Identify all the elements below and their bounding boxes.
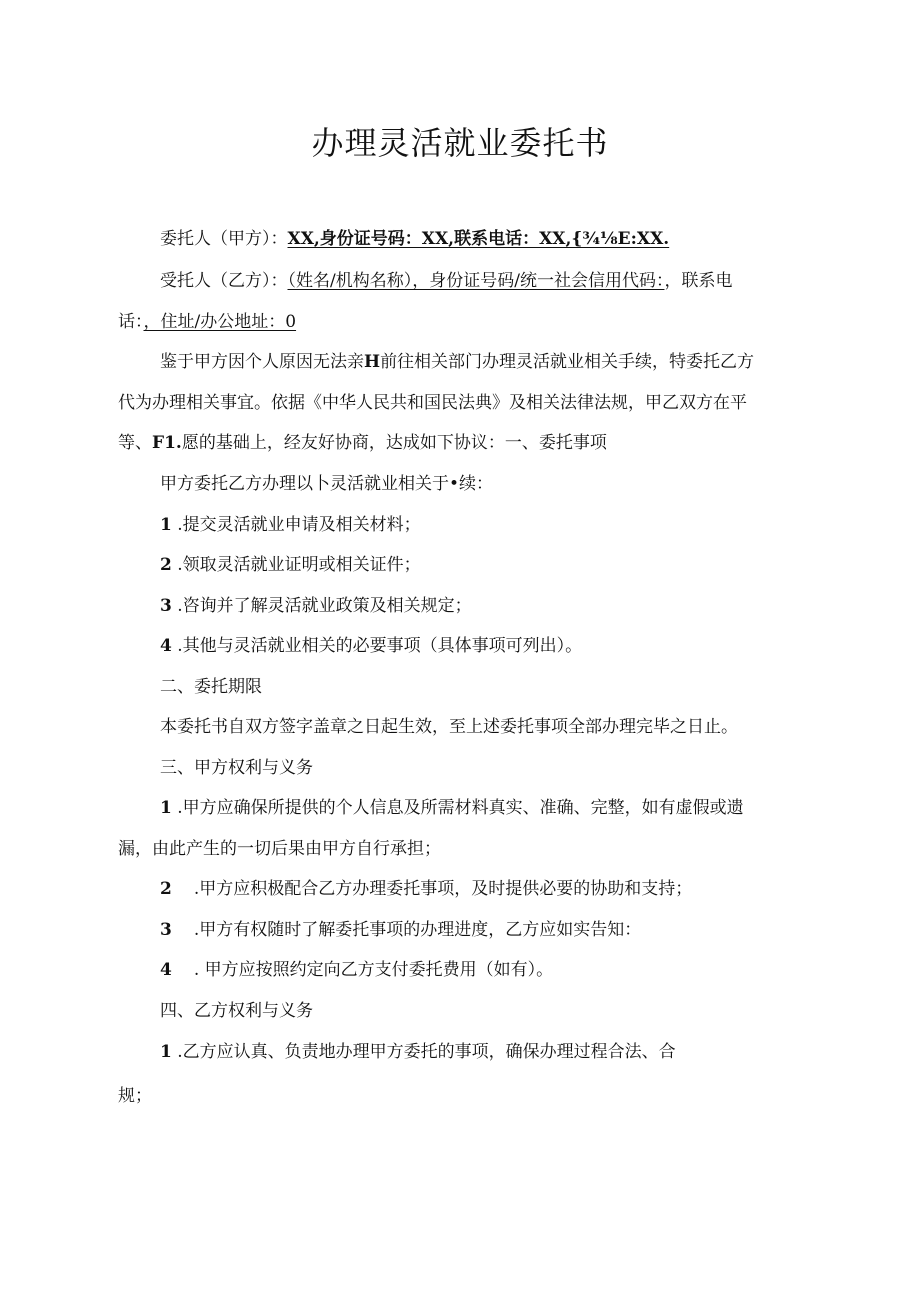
item-text: .其他与灵活就业相关的必要事项（具体事项可列出）。 [177,636,583,656]
section1-item-4 [160,635,582,657]
item-number: 4 [160,960,172,980]
section4-item-1-line-1 [160,1041,676,1063]
item-number: 1 [160,515,172,535]
preamble-line1-a: 鉴于甲方因个人原因无法亲 [160,352,364,372]
party-b-value-1: （姓名/机构名称），身份证号码/统一社会信用代码： [287,271,665,291]
document-title: 办理灵活就业委托书 [311,124,609,162]
section3-item-1-line-1 [160,797,744,819]
section1-item-3 [160,595,472,617]
section1-item-1 [160,514,421,536]
item-text: . 甲方应按照约定向乙方支付委托费用（如有）。 [193,960,554,980]
preamble-line-3 [118,432,607,454]
party-b-label: 受托人（乙方） [160,271,271,291]
section4-item-1-line-2: 规； [118,1086,152,1106]
party-b-value-2: ，住址/办公地址：0 [143,312,297,332]
item-number: 3 [160,920,172,940]
party-b-separator: ： [270,271,288,291]
section3-heading: 三、甲方权利与义务 [160,758,313,778]
preamble-line1-c: 前往相关部门办理灵活就业相关手续，特委托乙方 [380,352,755,372]
preamble-line3-a: 等、 [118,433,152,453]
section3-item-2 [160,878,692,900]
section4-heading: 四、乙方权利与义务 [160,1001,313,1021]
item-text: .甲方应确保所提供的个人信息及所需材料真实、准确、完整，如有虚假或遗 [177,798,744,818]
preamble-line-2: 代为办理相关事宜。依据《中华人民共和国民法典》及相关法律法规，甲乙双方在平 [118,393,747,413]
item-number: 2 [160,555,172,575]
section2-text: 本委托书自双方签字盖章之日起生效，至上述委托事项全部办理完毕之日止。 [160,717,738,737]
section1-intro: 甲方委托乙方办理以卜灵活就业相关于•续： [160,474,494,494]
preamble-line3-b: F1. [152,433,182,453]
item-number: 4 [160,636,172,656]
party-b-line-1 [160,270,732,292]
item-number: 1 [160,1042,172,1062]
item-number: 3 [160,596,172,616]
section1-item-2 [160,554,421,576]
party-a-label: 委托人（甲方） [160,229,271,249]
party-a-value: XX,身份证号码：XX,联系电话：XX,{¾⅛E:XX. [287,229,670,249]
party-b-line2-start: 话： [118,312,144,332]
party-b-tail-1: ，联系电 [664,271,733,291]
party-a-separator: ： [270,229,288,249]
section3-item-1-line-2: 漏，由此产生的一切后果由甲方自行承担； [118,839,441,859]
item-text: .甲方应积极配合乙方办理委托事项，及时提供必要的协助和支持； [193,879,693,899]
party-a-line [160,228,669,250]
preamble-line3-c: 愿的基础上，经友好协商，达成如下协议：一、委托事项 [181,433,607,453]
item-number: 2 [160,879,172,899]
preamble-line-1 [160,351,754,373]
item-number: 1 [160,798,172,818]
item-text: .领取灵活就业证明或相关证件； [177,555,421,575]
item-text: .乙方应认真、负责地办理甲方委托的事项，确保办理过程合法、合 [177,1042,676,1062]
section3-item-4 [160,959,553,981]
party-b-line-2 [118,311,296,333]
section2-heading: 二、委托期限 [160,677,262,697]
section3-item-3 [160,919,641,941]
item-text: .甲方有权随时了解委托事项的办理进度，乙方应如实告知： [193,920,642,940]
item-text: .咨询并了解灵活就业政策及相关规定； [177,596,472,616]
item-text: .提交灵活就业申请及相关材料； [177,515,421,535]
preamble-line1-b: H [364,352,381,372]
